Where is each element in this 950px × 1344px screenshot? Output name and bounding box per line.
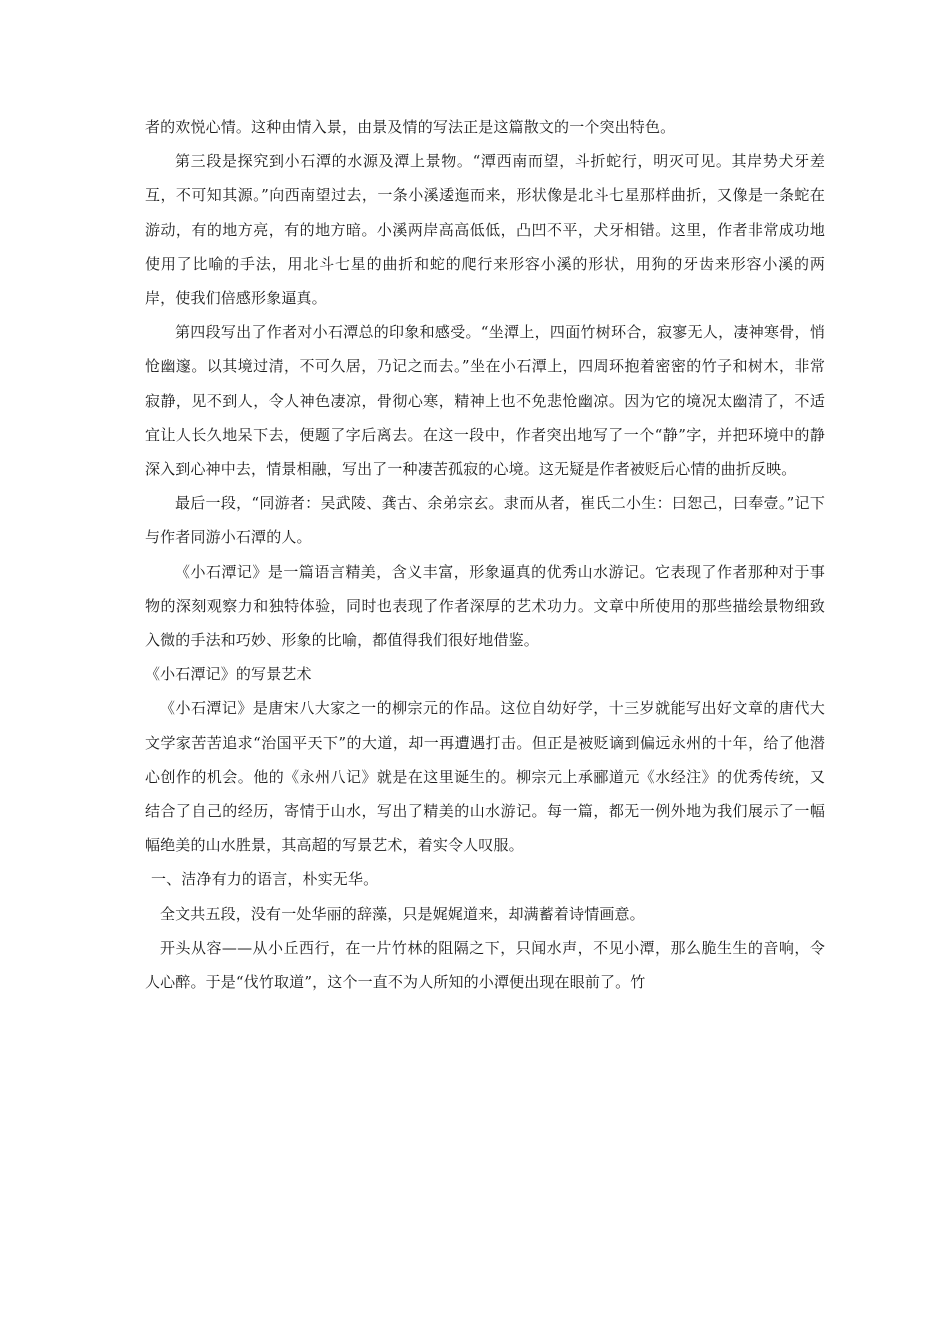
subheading-1: 一、洁净有力的语言，朴实无华。 bbox=[151, 870, 379, 889]
section-heading: 《小石潭记》的写景艺术 bbox=[145, 665, 312, 684]
paragraph-2: 第三段是探究到小石潭的水源及潭上景物。“潭西南而望，斗折蛇行，明灭可见。其岸势犬牙差互，不可知其源。”向西南望过去，一条小溪逶迤而来，形状像是北斗七星那样曲折，又像是一条蛇在游动，有的地方亮，有的地方暗。小溪两岸高高低低，凸凹不平，犬牙相错。这里，作者非常成功地使用了比喻的手法，用北斗七星的曲折和蛇的爬行来形容小溪的形状，用狗的牙齿来形容小溪的两岸，使我们倍感形象逼真。 bbox=[145, 152, 825, 308]
paragraph-7: 全文共五段，没有一处华丽的辞藻，只是娓娓道来，却满蓄着诗情画意。 bbox=[160, 904, 645, 923]
paragraph-6: 《小石潭记》是唐宋八大家之一的柳宗元的作品。这位自幼好学，十三岁就能写出好文章的唐代大文学家苦苦追求“治国平天下”的大道，却一再遭遇打击。但正是被贬谪到偏远永州的十年，给了他潜心创作的机会。他的《永州八记》就是在这里诞生的。柳宗元上承郦道元《水经注》的优秀传统，又结合了自己的经历，寄情于山水，写出了精美的山水游记。每一篇，都无一例外地为我们展示了一幅幅绝美的山水胜景，其高超的写景艺术，着实令人叹服。 bbox=[145, 699, 825, 855]
paragraph-4: 最后一段，“同游者：吴武陵、龚古、余弟宗玄。隶而从者，崔氏二小生：曰恕己，曰奉壹。”记下与作者同游小石潭的人。 bbox=[145, 494, 825, 547]
document-page bbox=[145, 110, 825, 999]
paragraph-1: 者的欢悦心情。这种由情入景，由景及情的写法正是这篇散文的一个突出特色。 bbox=[145, 118, 676, 136]
paragraph-3: 第四段写出了作者对小石潭总的印象和感受。“坐潭上，四面竹树环合，寂寥无人，凄神寒骨，悄怆幽邃。以其境过清，不可久居，乃记之而去。”坐在小石潭上，四周环抱着密密的竹子和树木，非常寂静，见不到人，令人神色凄凉，骨彻心寒，精神上也不免悲怆幽凉。因为它的境况太幽清了，不适宜让人长久地呆下去，便题了字后离去。在这一段中，作者突出地写了一个“静”字，并把环境中的静深入到心神中去，情景相融，写出了一种凄苦孤寂的心境。这无疑是作者被贬后心情的曲折反映。 bbox=[145, 323, 825, 479]
paragraph-8: 开头从容——从小丘西行，在一片竹林的阻隔之下，只闻水声，不见小潭，那么脆生生的音响，令人心醉。于是“伐竹取道”，这个一直不为人所知的小潭便出现在眼前了。竹 bbox=[145, 938, 825, 992]
paragraph-5: 《小石潭记》是一篇语言精美，含义丰富，形象逼真的优秀山水游记。它表现了作者那种对于事物的深刻观察力和独特体验，同时也表现了作者深厚的艺术功力。文章中所使用的那些描绘景物细致入微的手法和巧妙、形象的比喻，都值得我们很好地借鉴。 bbox=[145, 562, 825, 650]
